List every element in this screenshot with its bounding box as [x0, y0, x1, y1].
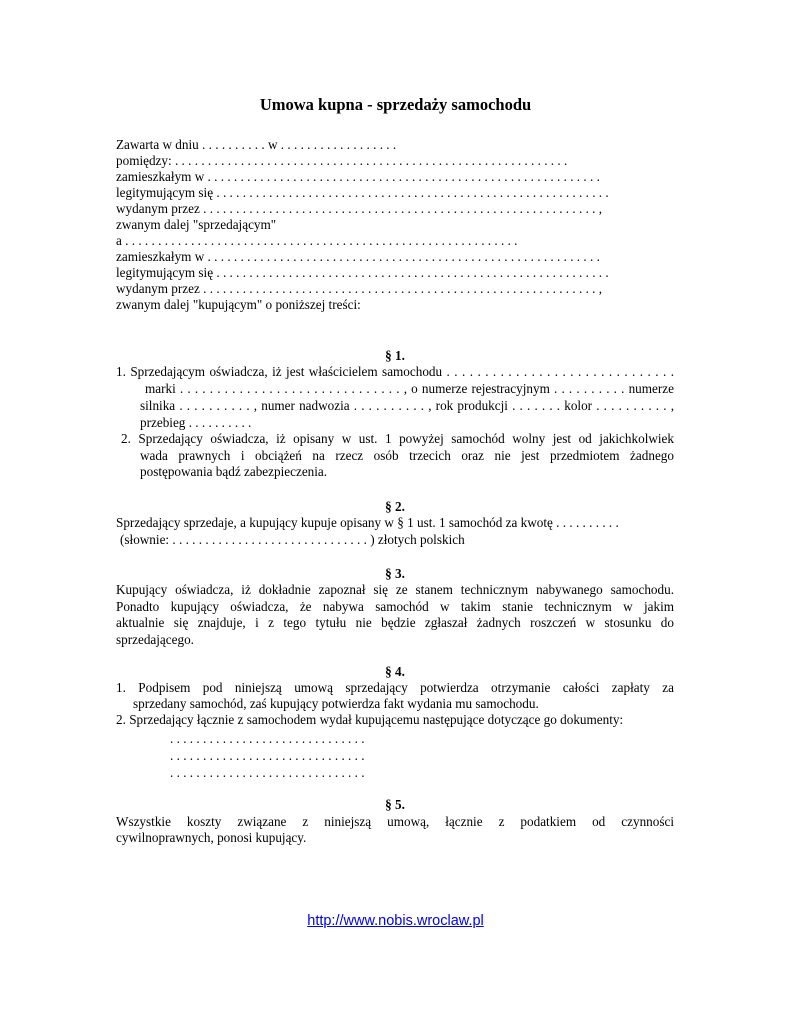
header-line-date: Zawarta w dniu . . . . . . . . . . w . . . . . . . . . . . . . . . . . . [116, 137, 397, 152]
document-blank-line: . . . . . . . . . . . . . . . . . . . . . . . . . . . . . . [170, 748, 365, 763]
section-1-line: 2. Sprzedający oświadcza, iż opisany w ust. 1 powyżej samochód wolny jest od jakichkolwiek [121, 431, 674, 446]
section-1-line: postępowania bądź zabezpieczenia. [140, 464, 328, 479]
section-1-line: 1. Sprzedającym oświadcza, iż jest właścicielem samochodu . . . . . . . . . . . . . . . . . . . . . . . . . . . . . . [116, 364, 674, 379]
document-blank-line: . . . . . . . . . . . . . . . . . . . . . . . . . . . . . . [170, 731, 365, 746]
document-title: Umowa kupna - sprzedaży samochodu [259, 95, 532, 114]
section-4-line: 2. Sprzedający łącznie z samochodem wydał kupującemu następujące dotyczące go dokumenty: [116, 712, 624, 727]
header-line-seller-address: zamieszkałym w . . . . . . . . . . . . . . . . . . . . . . . . . . . . . . . . . . . . . . . . . . . . . . . . . . . . . . . . . . . . [116, 169, 600, 184]
section-1-line: przebieg . . . . . . . . . . [140, 415, 252, 430]
section-4-heading: § 4. [385, 664, 405, 679]
header-line-seller-named: zwanym dalej "sprzedającym" [116, 217, 277, 232]
section-1-line: wada prawnych i obciążeń na rzecz osób trzecich oraz nie jest przedmiotem żadnego [140, 448, 674, 463]
document-blank-line: . . . . . . . . . . . . . . . . . . . . . . . . . . . . . . [170, 765, 365, 780]
section-3-line: Kupujący oświadcza, iż dokładnie zapoznał się ze stanem technicznym nabywanego samochodu. [116, 582, 674, 597]
section-2-heading: § 2. [385, 499, 405, 514]
section-4-line: 1. Podpisem pod niniejszą umową sprzedający potwierdza otrzymanie całości zapłaty za [116, 680, 674, 695]
section-1-line: marki . . . . . . . . . . . . . . . . . . . . . . . . . . . . . . , o numerze rejestracyjnym . . . . . . . . . . numerze [145, 381, 674, 396]
section-3-heading: § 3. [385, 566, 405, 581]
section-1-heading: § 1. [385, 348, 405, 363]
footer-website-link[interactable]: http://www.nobis.wroclaw.pl [307, 913, 484, 929]
header-line-seller-issued: wydanym przez . . . . . . . . . . . . . . . . . . . . . . . . . . . . . . . . . . . . . . . . . . . . . . . . . . . . . . . . . . . . , [116, 201, 603, 216]
section-3-line: aktualnie się znajduje, i z tego tytułu nie będzie zgłaszał żadnych roszczeń w stosunku do [116, 615, 674, 630]
header-line-buyer-named: zwanym dalej "kupującym" o poniższej treści: [116, 297, 361, 312]
section-1-line: silnika . . . . . . . . . . , numer nadwozia . . . . . . . . . . , rok produkcji . . . . . . . kolor . . . . . . . . . . , [140, 398, 674, 413]
header-line-buyer-issued: wydanym przez . . . . . . . . . . . . . . . . . . . . . . . . . . . . . . . . . . . . . . . . . . . . . . . . . . . . . . . . . . . . , [116, 281, 603, 296]
section-5-line: cywilnoprawnych, ponosi kupujący. [116, 830, 307, 845]
header-line-seller-id: legitymującym się . . . . . . . . . . . . . . . . . . . . . . . . . . . . . . . . . . . . . . . . . . . . . . . . . . . . . . . . . . . . [116, 185, 609, 200]
section-4-line: sprzedany samochód, zaś kupujący potwierdza fakt wydania mu samochodu. [133, 696, 539, 711]
header-line-between: pomiędzy: . . . . . . . . . . . . . . . . . . . . . . . . . . . . . . . . . . . . . . . . . . . . . . . . . . . . . . . . . . . . [116, 153, 568, 168]
header-line-buyer-address: zamieszkałym w . . . . . . . . . . . . . . . . . . . . . . . . . . . . . . . . . . . . . . . . . . . . . . . . . . . . . . . . . . . . [116, 249, 600, 264]
section-2-line: Sprzedający sprzedaje, a kupujący kupuje opisany w § 1 ust. 1 samochód za kwotę . . . . . . . . . . [116, 515, 619, 530]
section-5-heading: § 5. [385, 797, 405, 812]
section-3-line: Ponadto kupujący oświadcza, że nabywa samochód w takim stanie technicznym w jakim [116, 599, 674, 614]
header-line-buyer-id: legitymującym się . . . . . . . . . . . . . . . . . . . . . . . . . . . . . . . . . . . . . . . . . . . . . . . . . . . . . . . . . . . . [116, 265, 609, 280]
section-2-line: (słownie: . . . . . . . . . . . . . . . . . . . . . . . . . . . . . . ) złotych polskich [120, 532, 465, 547]
section-3-line: sprzedającego. [116, 632, 194, 647]
header-line-and: a . . . . . . . . . . . . . . . . . . . . . . . . . . . . . . . . . . . . . . . . . . . . . . . . . . . . . . . . . . . . [116, 233, 518, 248]
section-5-line: Wszystkie koszty związane z niniejszą umową, łącznie z podatkiem od czynności [116, 814, 674, 829]
footer [0, 913, 791, 929]
